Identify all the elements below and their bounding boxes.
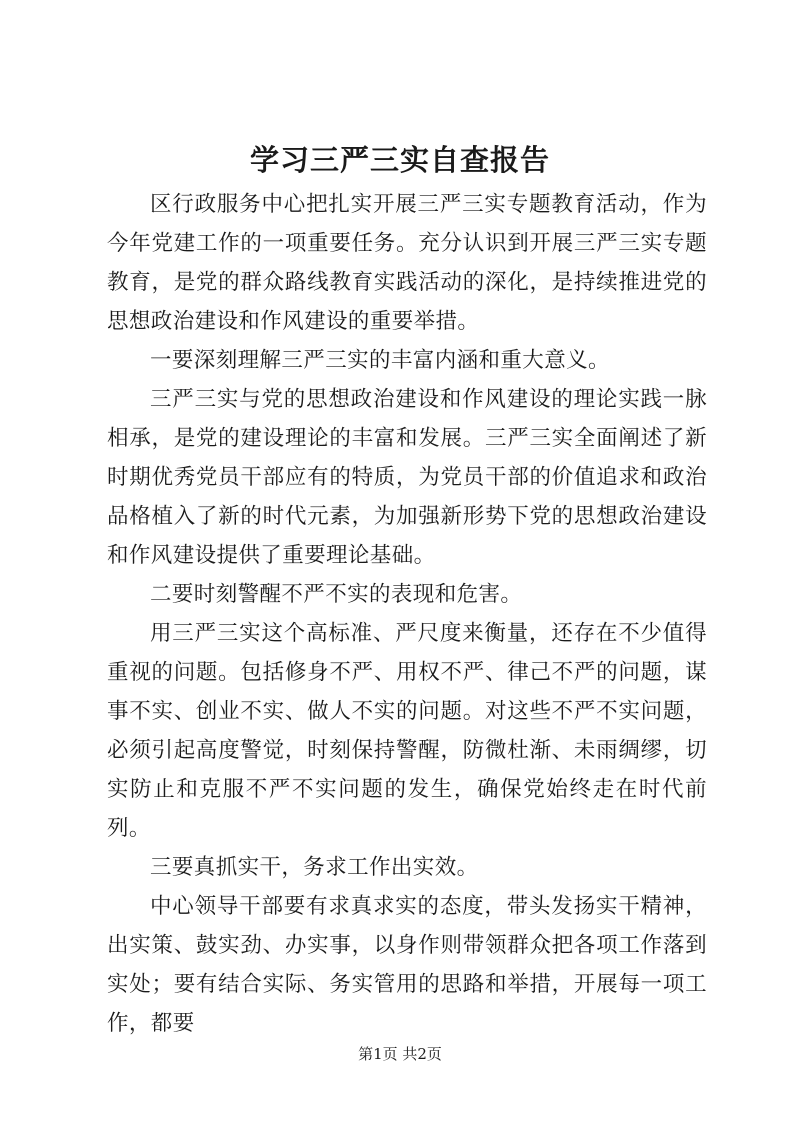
paragraph-heading-3: 三要真抓实干，务求工作出实效。: [150, 855, 479, 880]
document-body: [107, 185, 707, 1043]
paragraph-intro: 区行政服务中心把扎实开展三严三实专题教育活动，作为今年党建工作的一项重要任务。充分认识到开展三严三实专题教育，是党的群众路线教育实践活动的深化，是持续推进党的思想政治建设和作风建设的重要举措。: [107, 192, 707, 334]
paragraph-section-2: 用三严三实这个高标准、严尺度来衡量，还存在不少值得重视的问题。包括修身不严、用权不严、律己不严的问题，谋事不实、创业不实、做人不实的问题。对这些不严不实问题，必须引起高度警觉，时刻保持警醒，防微杜渐、未雨绸缪，切实防止和克服不严不实问题的发生，确保党始终走在时代前列。: [107, 621, 707, 841]
document-title: 学习三严三实自查报告: [249, 143, 550, 177]
paragraph-section-1: 三严三实与党的思想政治建设和作风建设的理论实践一脉相承，是党的建设理论的丰富和发展。三严三实全面阐述了新时期优秀党员干部应有的特质，为党员干部的价值追求和政治品格植入了新的时代元素，为加强新形势下党的思想政治建设和作风建设提供了重要理论基础。: [107, 387, 707, 568]
paragraph-heading-2: 二要时刻警醒不严不实的表现和危害。: [150, 582, 523, 607]
page-number-footer: 第1页 共2页: [358, 1045, 442, 1063]
paragraph-section-3: 中心领导干部要有求真求实的态度，带头发扬实干精神，出实策、鼓实劲、办实事，以身作则带领群众把各项工作落到实处；要有结合实际、务实管用的思路和举措，开展每一项工作，都要: [107, 894, 707, 1036]
paragraph-heading-1: 一要深刻理解三严三实的丰富内涵和重大意义。: [150, 348, 610, 373]
